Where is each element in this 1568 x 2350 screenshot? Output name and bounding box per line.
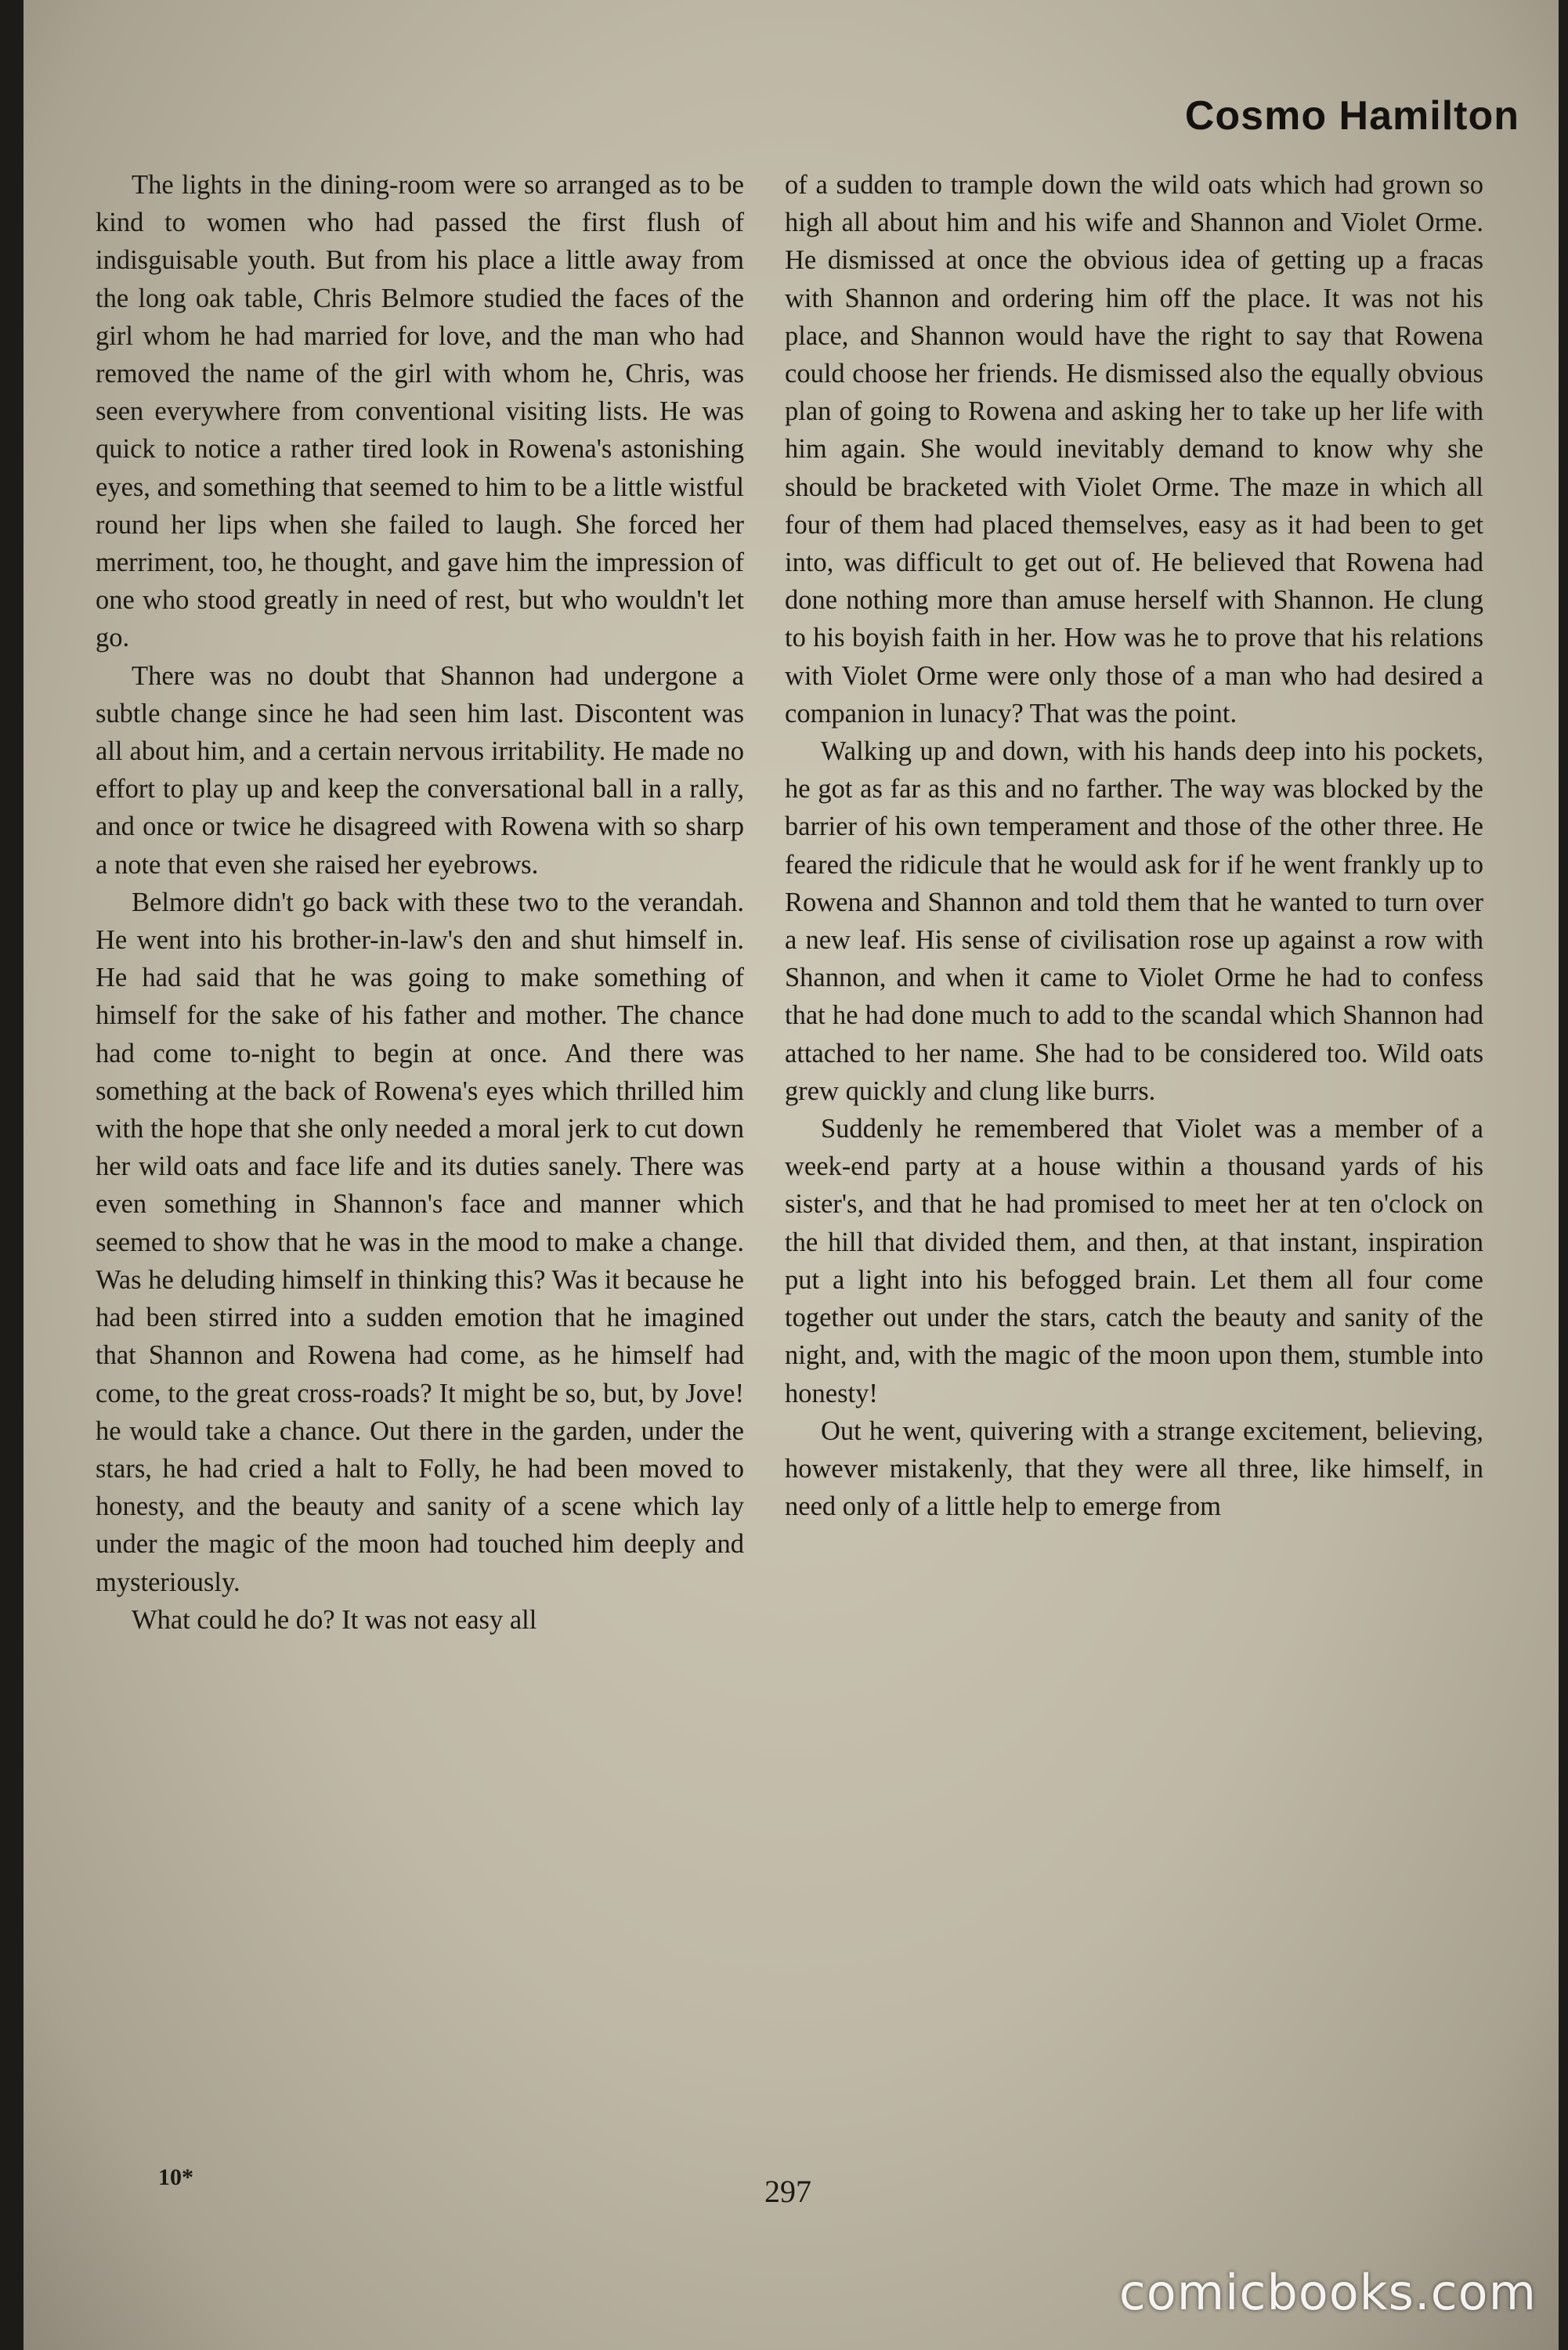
signature-mark: 10* xyxy=(158,2164,193,2190)
paragraph: The lights in the dining-room were so arranged as to be kind to women who had passed the first flush of indisguisable youth. But from his place a little away from the long oak table, Chris Belmore studied the faces of the girl whom he had married for love, and the man who had removed the name of the girl with whom he, Chris, was seen everywhere from conventional visiting lists. He was quick to notice a rather tired look in Rowena's astonishing eyes, and something that seemed to him to be a little wistful round her lips when she failed to laugh. She forced her merriment, too, he thought, and gave him the impression of one who stood greatly in need of rest, but who wouldn't let go. xyxy=(96,170,744,653)
paragraph: What could he do? It was not easy all xyxy=(132,1604,537,1635)
right-text-column xyxy=(785,166,1483,1525)
site-watermark: comicbooks.com xyxy=(1118,2264,1537,2321)
paragraph: There was no doubt that Shannon had undergone a subtle change since he had seen him last. Discontent was all about him, and a certain nervous irritability. He made no effort to play up and keep the conversational ball in a rally, and once or twice he disagreed with Rowena with so sharp a note that even she raised her eyebrows. xyxy=(96,660,744,880)
paragraph: Out he went, quivering with a strange excitement, believing, however mistakenly, that they were all three, like himself, in need only of a little help to emerge from xyxy=(785,1415,1483,1522)
paragraph: Walking up and down, with his hands deep into his pockets, he got as far as this and no farther. The way was blocked by the barrier of his own temperament and those of the other three. He feared the ridicule that he would ask for if he went frankly up to Rowena and Shannon and told them that he wanted to turn over a new leaf. His sense of civilisation rose up against a row with Shannon, and when it came to Violet Orme he had to confess that he had done much to add to the scandal which Shannon had attached to her name. She had to be considered too. Wild oats grew quickly and clung like burrs. xyxy=(785,736,1483,1106)
paragraph: Suddenly he remembered that Violet was a member of a week-end party at a house within a thousand yards of his sister's, and that he had promised to meet her at ten o'clock on the hill that divided them, and then, at that instant, inspiration put a light into his befogged brain. Let them all four come together out under the stars, catch the beauty and sanity of the night, and, with the magic of the moon upon them, stumble into honesty! xyxy=(785,1114,1483,1408)
left-text-column xyxy=(96,166,744,1639)
continued-paragraph: of a sudden to trample down the wild oats which had grown so high all about him and his wife and Shannon and Violet Orme. He dismissed at once the obvious idea of getting up a fracas with Shannon and ordering him off the place. It was not his place, and Shannon would have the right to say that Rowena could choose her friends. He dismissed also the equally obvious plan of going to Rowena and asking her to take up her life with him again. She would inevitably demand to know why she should be bracketed with Violet Orme. The maze in which all four of them had placed themselves, easy as it had been to get into, was difficult to get out of. He believed that Rowena had done nothing more than amuse herself with Shannon. He clung to his boyish faith in her. How was he to prove that his relations with Violet Orme were only those of a man who had desired a companion in lunacy? That was the point. xyxy=(785,170,1483,728)
page-number: 297 xyxy=(764,2174,811,2209)
running-header-author: Cosmo Hamilton xyxy=(1184,93,1519,139)
paragraph: Belmore didn't go back with these two to the verandah. He went into his brother-in-law's den and shut himself in. He had said that he was going to make something of himself for the sake of his father and mother. The chance had come to-night to begin at once. And there was something at the back of Rowena's eyes which thrilled him with the hope that she only needed a moral jerk to cut down her wild oats and face life and its duties sanely. There was even something in Shannon's face and manner which seemed to show that he was in the mood to make a change. Was he deluding himself in thinking this? Was it because he had been stirred into a sudden emotion that he imagined that Shannon and Rowena had come, as he himself had come, to the great cross-roads? It might be so, but, by Jove! he would take a chance. Out there in the garden, under the stars, he had cried a halt to Folly, he had been moved to honesty, and the beauty and sanity of a scene which lay under the magic of the moon had touched him deeply and mysteriously. xyxy=(96,887,744,1597)
magazine-page xyxy=(23,0,1559,2350)
